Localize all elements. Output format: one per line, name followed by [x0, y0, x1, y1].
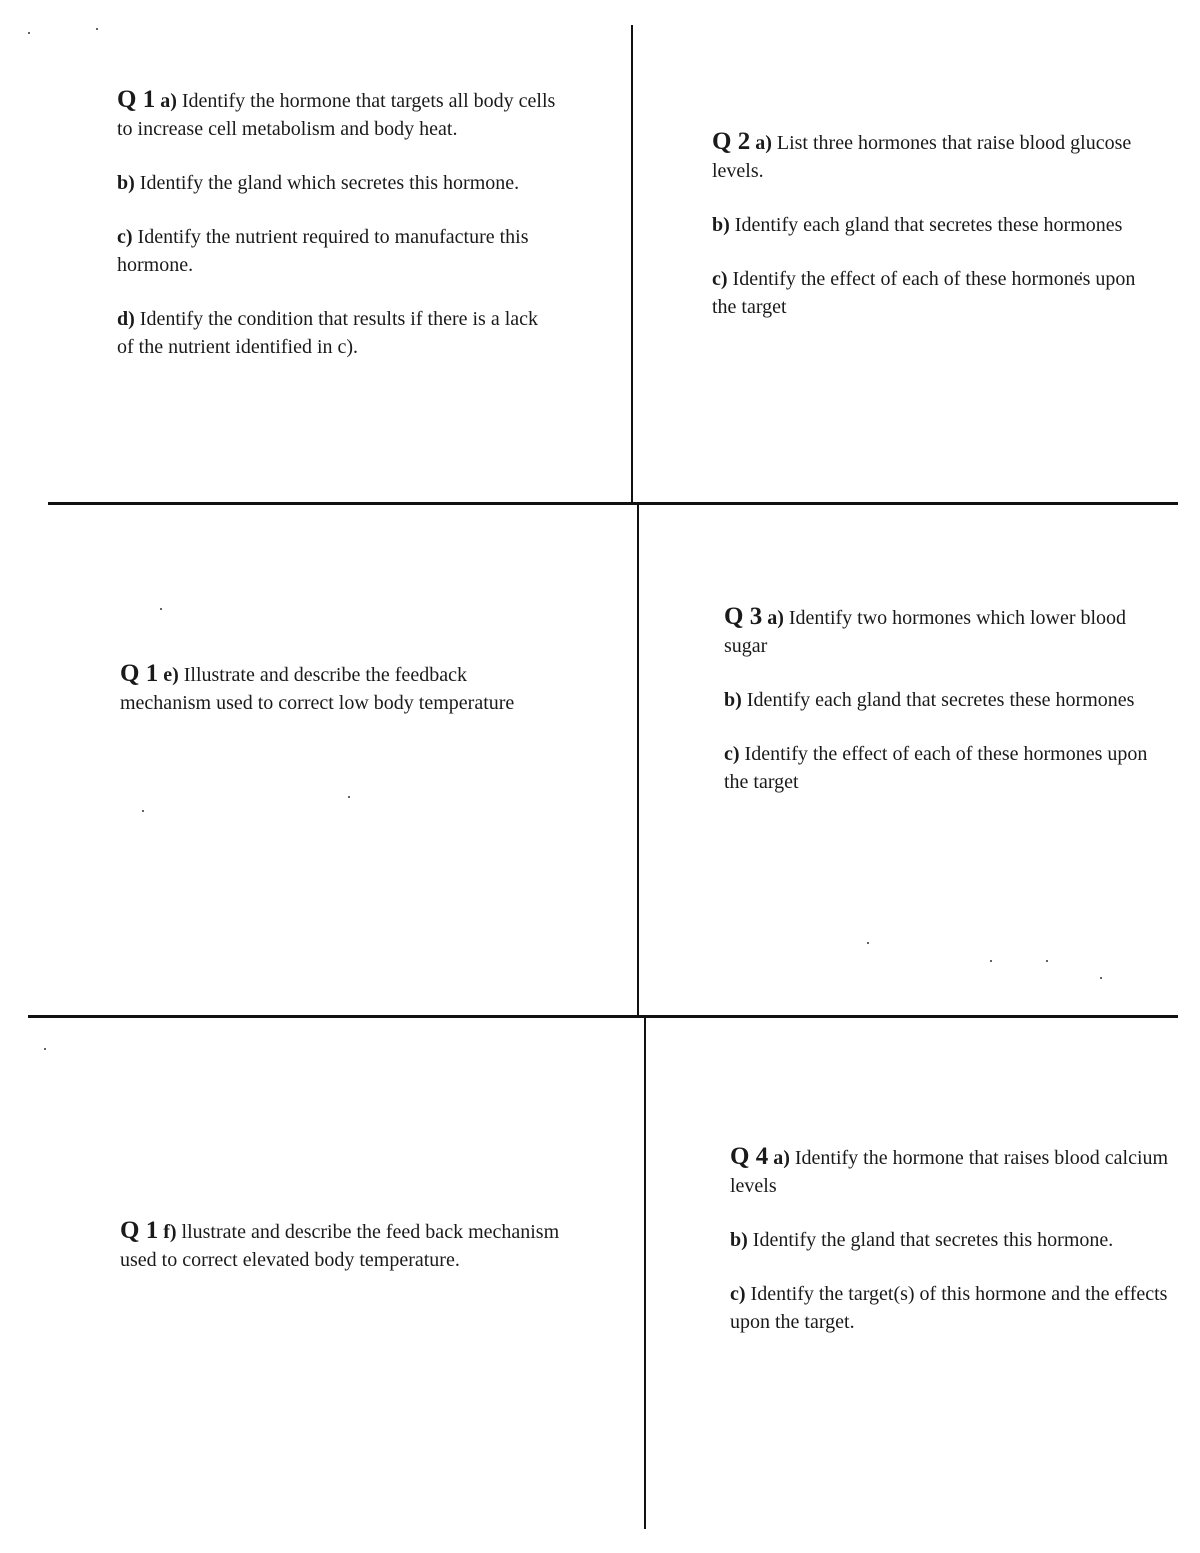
question-text: llustrate and describe the feed back mechanism used to correct elevated body temperature. — [120, 1221, 560, 1271]
question-part-label: f) — [163, 1221, 177, 1243]
question-block-q1e — [120, 660, 560, 717]
question-number: Q 1 — [120, 660, 159, 687]
question-part-label: a) — [773, 1147, 790, 1169]
scan-speck — [867, 942, 869, 944]
question-text: Identify the target(s) of this hormone and the effects upon the target. — [730, 1283, 1168, 1333]
question-number: Q 1 — [117, 86, 156, 113]
question-q1f — [120, 1217, 560, 1274]
scan-speck — [142, 810, 144, 812]
question-part-label: b) — [730, 1229, 748, 1251]
question-q1c — [117, 223, 557, 279]
question-text: Identify the effect of each of these hormones upon the target — [724, 743, 1148, 793]
question-q1b — [117, 169, 557, 197]
question-text: Identify the nutrient required to manufacture this hormone. — [117, 226, 529, 276]
question-block-q1-part1 — [117, 86, 557, 361]
question-part-label: a) — [767, 607, 784, 629]
question-text: Identify each gland that secretes these hormones — [741, 689, 1135, 711]
question-part-label: b) — [117, 172, 135, 194]
question-q4c — [730, 1280, 1170, 1336]
question-q1a — [117, 86, 557, 143]
question-number: Q 2 — [712, 128, 751, 155]
question-part-label: d) — [117, 308, 135, 330]
scan-speck — [1046, 960, 1048, 962]
question-part-label: c) — [724, 743, 740, 765]
question-text: Identify each gland that secretes these hormones — [729, 214, 1123, 236]
question-text: Identify two hormones which lower blood sugar — [724, 607, 1127, 657]
question-text: List three hormones that raise blood glucose levels. — [712, 132, 1132, 182]
question-q2b — [712, 211, 1152, 239]
question-block-q2 — [712, 128, 1152, 321]
horizontal-divider-lower — [28, 1015, 1178, 1018]
scan-speck — [160, 608, 162, 610]
horizontal-divider-upper — [48, 502, 1178, 505]
question-text: Identify the gland that secretes this hormone. — [747, 1229, 1114, 1251]
question-block-q1f — [120, 1217, 560, 1274]
question-part-label: b) — [724, 689, 742, 711]
question-text: Identify the condition that results if there is a lack of the nutrient identified in c). — [117, 308, 539, 358]
question-part-label: e) — [163, 664, 179, 686]
question-text: Identify the gland which secretes this hormone. — [134, 172, 520, 194]
question-q1d — [117, 305, 557, 361]
scan-speck — [1100, 977, 1102, 979]
scan-speck — [990, 960, 992, 962]
question-number: Q 1 — [120, 1217, 159, 1244]
question-part-label: c) — [730, 1283, 746, 1305]
question-q4b — [730, 1226, 1170, 1254]
question-block-q4 — [730, 1143, 1170, 1336]
vertical-divider-top — [631, 25, 633, 505]
question-part-label: a) — [160, 90, 177, 112]
question-q3c — [724, 740, 1164, 796]
question-q3b — [724, 686, 1164, 714]
question-number: Q 4 — [730, 1143, 769, 1170]
scan-speck — [44, 1048, 46, 1050]
question-q4a — [730, 1143, 1170, 1200]
question-q2c — [712, 265, 1152, 321]
question-block-q3 — [724, 603, 1164, 796]
question-q2a — [712, 128, 1152, 185]
scan-speck — [28, 32, 30, 34]
question-q3a — [724, 603, 1164, 660]
question-part-label: c) — [712, 268, 728, 290]
question-number: Q 3 — [724, 603, 763, 630]
question-part-label: c) — [117, 226, 133, 248]
question-q1e — [120, 660, 560, 717]
question-part-label: b) — [712, 214, 730, 236]
vertical-divider-bottom — [644, 1017, 646, 1529]
scan-speck — [96, 28, 98, 30]
question-text: Identify the hormone that raises blood calcium levels — [730, 1147, 1169, 1197]
question-text: Illustrate and describe the feedback mechanism used to correct low body temperature — [120, 664, 515, 714]
question-text: Identify the effect of each of these hormones upon the target — [712, 268, 1136, 318]
question-text: Identify the hormone that targets all body cells to increase cell metabolism and body heat. — [117, 90, 556, 140]
question-part-label: a) — [755, 132, 772, 154]
vertical-divider-middle — [637, 505, 639, 1017]
scan-speck — [348, 796, 350, 798]
